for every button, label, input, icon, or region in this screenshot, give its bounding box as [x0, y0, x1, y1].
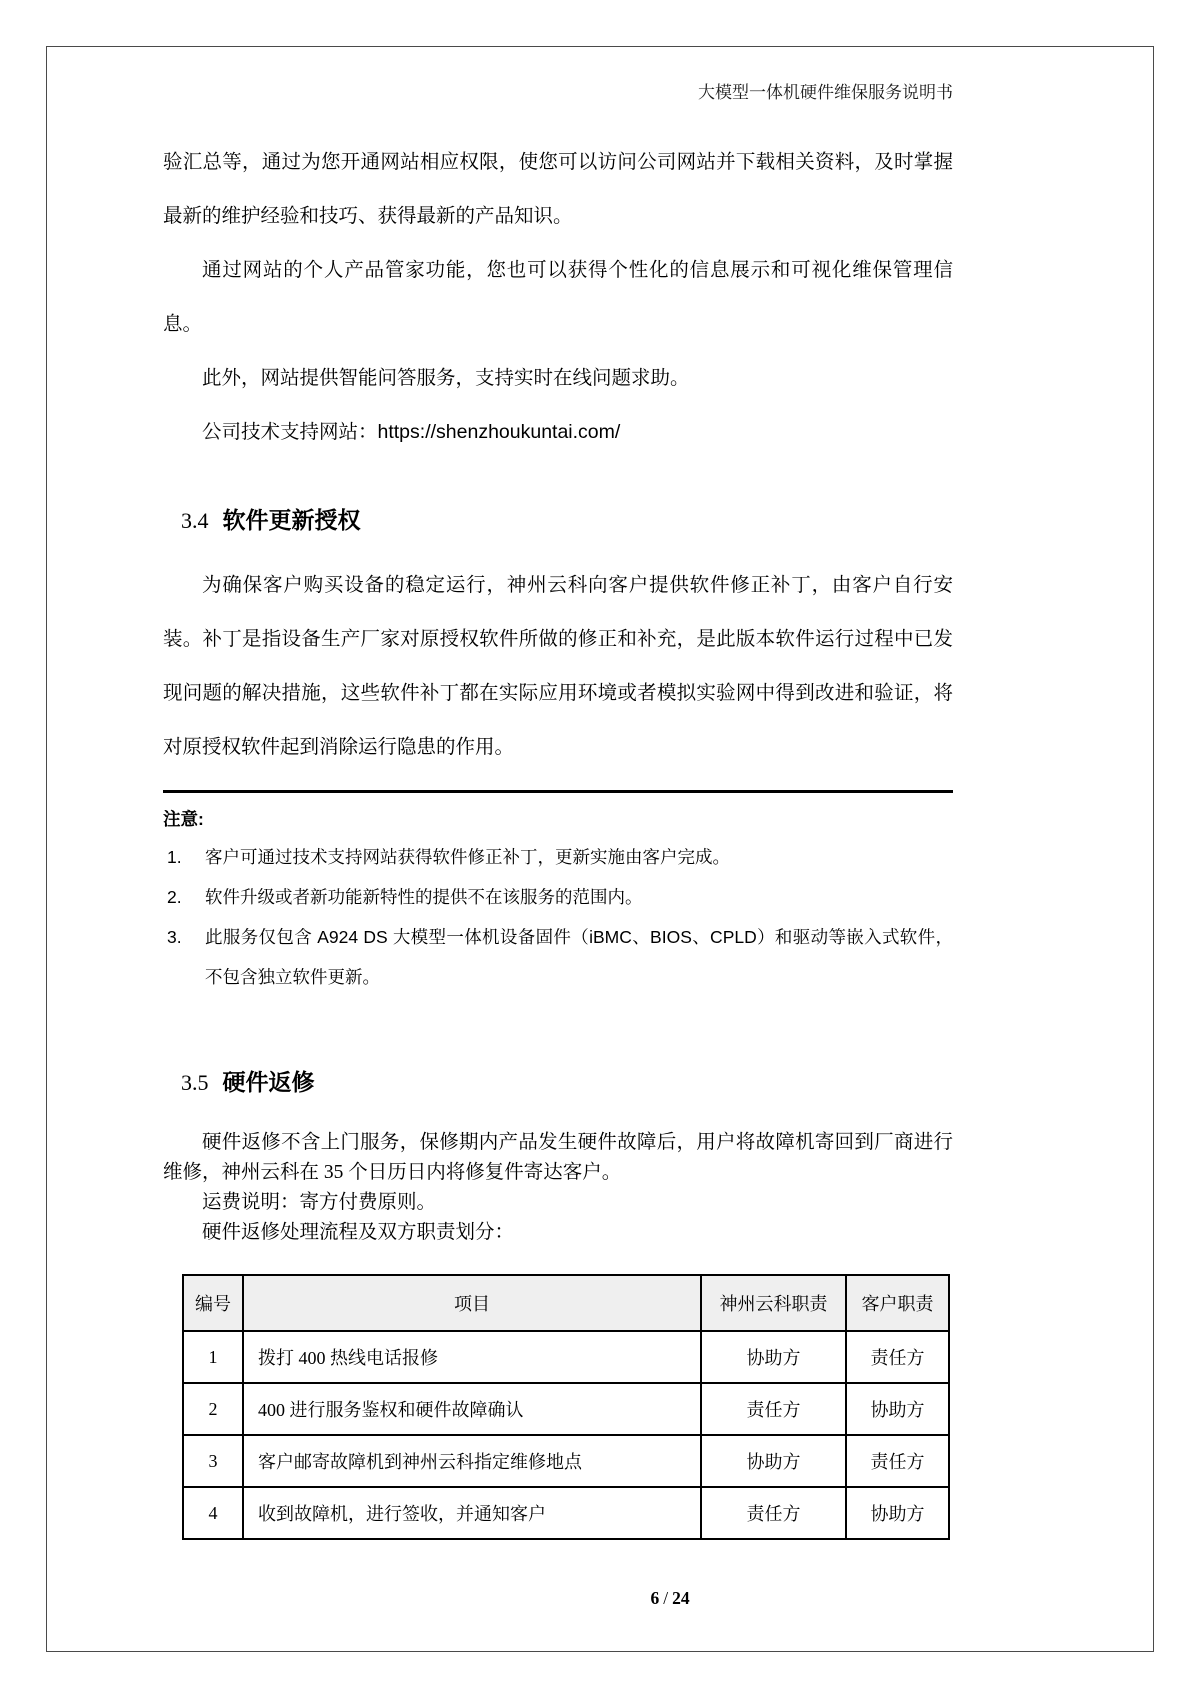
- table-row: [183, 1331, 949, 1383]
- intro-paragraph-2: 通过网站的个人产品管家功能，您也可以获得个性化的信息展示和可视化维保管理信息。: [163, 259, 953, 335]
- note-item-number: 1.: [167, 847, 182, 867]
- note-item: [163, 837, 953, 877]
- section-3-5-title: 硬件返修: [222, 1069, 315, 1095]
- table-header-item: 项目: [243, 1275, 701, 1331]
- note-item: [163, 917, 953, 997]
- support-website-line: 公司技术支持网站：https://shenzhoukuntai.com/: [202, 421, 621, 443]
- cell-customer-duty: 责任方: [846, 1331, 949, 1383]
- note-block: [163, 790, 953, 997]
- cell-customer-duty: 责任方: [846, 1435, 949, 1487]
- cell-customer-duty: 协助方: [846, 1383, 949, 1435]
- cell-customer-duty: 协助方: [846, 1487, 949, 1539]
- note-label: 注意:: [163, 809, 204, 829]
- section-3-4-title: 软件更新授权: [222, 507, 361, 533]
- cell-vendor-duty: 协助方: [701, 1331, 846, 1383]
- cell-id: 1: [183, 1331, 243, 1383]
- section-3-4-heading: [181, 505, 953, 536]
- note-item: [163, 877, 953, 917]
- process-intro-line: 硬件返修处理流程及双方职责划分：: [202, 1222, 515, 1243]
- cell-item: 400 进行服务鉴权和硬件故障确认: [243, 1383, 701, 1435]
- cell-item: 客户邮寄故障机到神州云科指定维修地点: [243, 1435, 701, 1487]
- page-separator: /: [663, 1588, 669, 1608]
- header-title: 大模型一体机硬件维保服务说明书: [698, 83, 953, 102]
- note-item-number: 2.: [167, 887, 182, 907]
- page-footer: [163, 1588, 1177, 1609]
- page-header: [163, 81, 953, 105]
- table-header-customer-duty: 客户职责: [846, 1275, 949, 1331]
- cell-id: 2: [183, 1383, 243, 1435]
- table-header-row: [183, 1275, 949, 1331]
- intro-paragraph-3: 此外，网站提供智能问答服务，支持实时在线问题求助。: [202, 367, 690, 389]
- section-3-5-number: 3.5: [181, 1070, 209, 1095]
- cell-item: 拨打 400 热线电话报修: [243, 1331, 701, 1383]
- cell-id: 3: [183, 1435, 243, 1487]
- page-content: [47, 47, 953, 1609]
- table-row: [183, 1487, 949, 1539]
- total-page-count: 24: [672, 1588, 690, 1608]
- cell-item: 收到故障机，进行签收，并通知客户: [243, 1487, 701, 1539]
- cell-id: 4: [183, 1487, 243, 1539]
- cell-vendor-duty: 协助方: [701, 1435, 846, 1487]
- note-item-text: 此服务仅包含 A924 DS 大模型一体机设备固件（iBMC、BIOS、CPLD）和驱动等嵌入式软件，不包含独立软件更新。: [205, 927, 953, 987]
- section-3-5-paragraph-1: 硬件返修不含上门服务，保修期内产品发生硬件故障后，用户将故障机寄回到厂商进行维修，神州云科在 35 个日历日内将修复件寄达客户。: [163, 1132, 953, 1183]
- repair-process-table: [182, 1274, 950, 1540]
- note-divider: [163, 790, 953, 793]
- section-3-4-number: 3.4: [181, 508, 209, 533]
- table-header-vendor-duty: 神州云科职责: [701, 1275, 846, 1331]
- intro-section: [163, 135, 953, 459]
- cell-vendor-duty: 责任方: [701, 1487, 846, 1539]
- note-item-number: 3.: [167, 927, 182, 947]
- table-row: [183, 1383, 949, 1435]
- table-header-id: 编号: [183, 1275, 243, 1331]
- table-row: [183, 1435, 949, 1487]
- note-item-text: 软件升级或者新功能新特性的提供不在该服务的范围内。: [205, 887, 643, 907]
- page-border: [46, 46, 1154, 1652]
- section-3-5-heading: [181, 1067, 953, 1098]
- section-3-4-body: 为确保客户购买设备的稳定运行，神州云科向客户提供软件修正补丁，由客户自行安装。补丁是指设备生产厂家对原授权软件所做的修正和补充，是此版本软件运行过程中已发现问题的解决措施，这些软件补丁都在实际应用环境或者模拟实验网中得到改进和验证，将对原授权软件起到消除运行隐患的作用。: [163, 574, 953, 758]
- intro-paragraph-1: 验汇总等，通过为您开通网站相应权限，使您可以访问公司网站并下载相关资料，及时掌握最新的维护经验和技巧、获得最新的产品知识。: [163, 151, 953, 227]
- shipping-note-line: 运费说明：寄方付费原则。: [202, 1192, 437, 1213]
- cell-vendor-duty: 责任方: [701, 1383, 846, 1435]
- note-list: [163, 837, 953, 997]
- note-item-text: 客户可通过技术支持网站获得软件修正补丁，更新实施由客户完成。: [205, 847, 730, 867]
- current-page-number: 6: [650, 1588, 660, 1608]
